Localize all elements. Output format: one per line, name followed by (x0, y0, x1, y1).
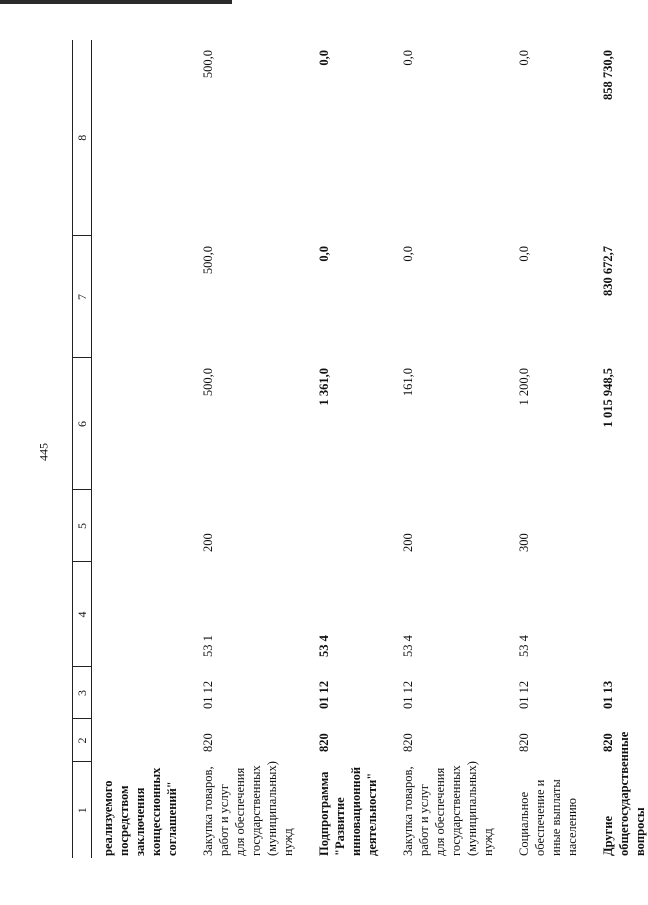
cell-type: 300 (517, 533, 531, 552)
cell-value-7: 0,0 (401, 246, 415, 262)
col-header: 7 (73, 236, 92, 358)
table-row (380, 40, 496, 858)
cell-value-7: 830 672,7 (601, 246, 615, 296)
table-row (180, 40, 296, 858)
cell-value-8: 0,0 (317, 50, 331, 66)
cell-value-6: 1 361,0 (317, 368, 331, 406)
page-number: 445 (36, 443, 51, 461)
cell-section (92, 667, 181, 719)
cell-value-7: 0,0 (517, 246, 531, 262)
cell-value-8: 0,0 (401, 50, 415, 66)
cell-section: 01 12 (401, 680, 415, 709)
header-row (73, 40, 92, 858)
col-header: 5 (73, 490, 92, 562)
cell-target (92, 562, 181, 667)
cell-value-8 (92, 40, 181, 236)
cell-section: 01 12 (201, 680, 215, 709)
budget-table (72, 40, 648, 858)
table-row (580, 40, 648, 858)
row-name: Социальное обеспечение и иные выплаты населению (517, 779, 579, 856)
cell-type (92, 490, 181, 562)
row-name: Закупка товаров, работ и услуг для обеспечения государственных (муниципальных) нужд (401, 761, 495, 856)
row-name: Другие общегосударственные вопросы (601, 731, 647, 856)
col-header: 8 (73, 40, 92, 236)
cell-target: 53 4 (517, 635, 531, 657)
cell-value-6: 1 015 948,5 (601, 368, 615, 428)
cell-code: 820 (201, 733, 215, 752)
scan-top-edge (0, 0, 232, 4)
cell-value-6: 161,0 (401, 368, 415, 397)
table-row (496, 40, 580, 858)
col-header: 3 (73, 667, 92, 719)
cell-value-6: 500,0 (201, 368, 215, 397)
cell-value-8: 858 730,0 (601, 50, 615, 100)
cell-target (580, 562, 648, 667)
cell-target: 53 1 (201, 635, 215, 657)
col-header: 2 (73, 719, 92, 762)
table-row (296, 40, 380, 858)
cell-code: 820 (401, 733, 415, 752)
cell-value-7 (92, 236, 181, 358)
cell-type: 200 (201, 533, 215, 552)
cell-code: 820 (601, 733, 615, 752)
cell-value-6 (92, 358, 181, 490)
cell-target: 53 4 (317, 635, 331, 657)
cell-section: 01 12 (317, 680, 331, 709)
table-row (92, 40, 181, 858)
budget-table-rotated (72, 40, 647, 858)
cell-code: 820 (517, 733, 531, 752)
cell-section: 01 12 (517, 680, 531, 709)
cell-value-8: 0,0 (517, 50, 531, 66)
cell-type: 200 (401, 533, 415, 552)
cell-target: 53 4 (401, 635, 415, 657)
cell-value-8: 500,0 (201, 50, 215, 79)
cell-type (296, 490, 380, 562)
cell-section: 01 13 (601, 680, 615, 709)
cell-value-7: 500,0 (201, 246, 215, 275)
col-header: 6 (73, 358, 92, 490)
row-name: Подпрограмма "Развитие инновационной деятельности" (317, 766, 379, 856)
cell-value-6: 1 200,0 (517, 368, 531, 406)
col-header: 1 (73, 762, 92, 858)
row-name: Закупка товаров, работ и услуг для обеспечения государственных (муниципальных) нужд (201, 761, 295, 856)
cell-value-7: 0,0 (317, 246, 331, 262)
cell-code: 820 (317, 733, 331, 752)
row-name: реализуемого посредством заключения концессионных соглашений" (101, 767, 179, 856)
cell-code (92, 719, 181, 762)
cell-type (580, 490, 648, 562)
col-header: 4 (73, 562, 92, 667)
